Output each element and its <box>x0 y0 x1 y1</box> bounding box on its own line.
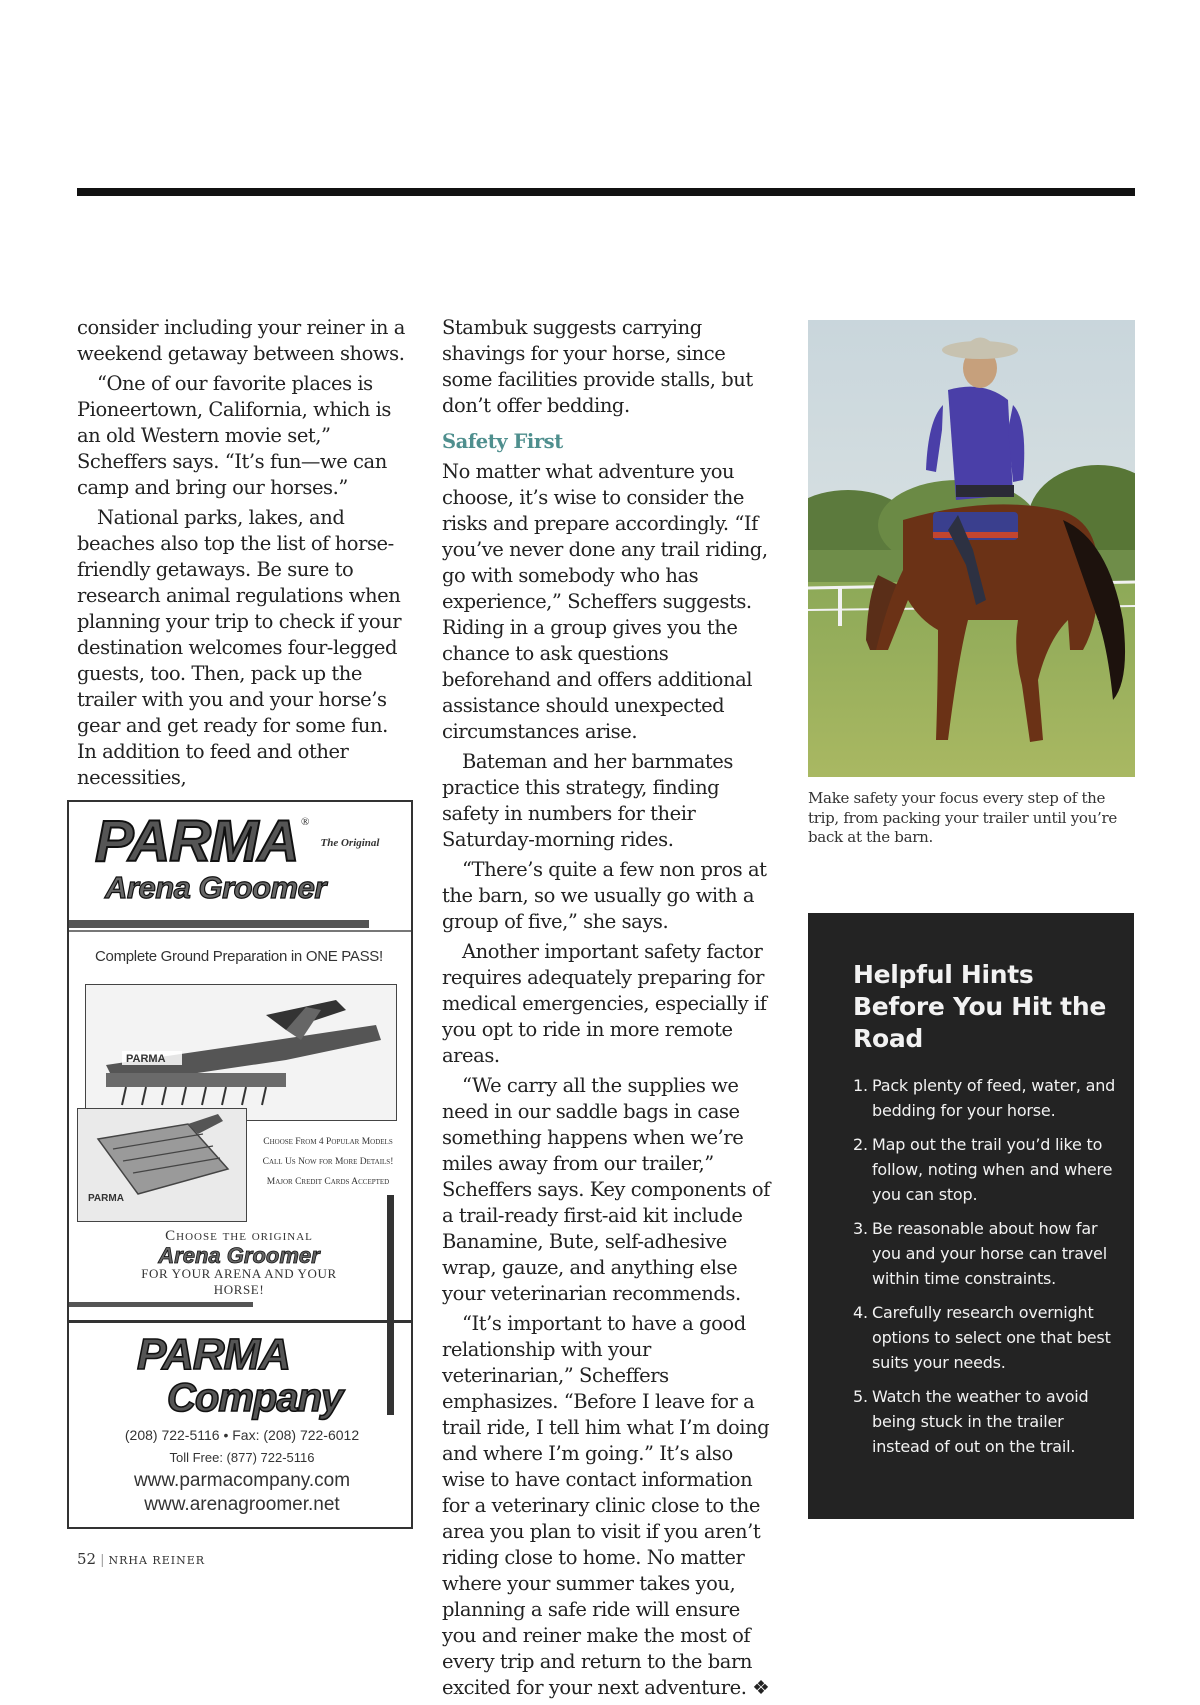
hints-title: Helpful Hints Before You Hit the Road <box>853 960 1106 1053</box>
article-column-1 <box>77 315 407 795</box>
ad-brand-arena-groomer: Arena Groomer <box>105 870 326 905</box>
article-column-2 <box>442 315 774 1705</box>
paragraph: No matter what adventure you choose, it’s wise to consider the risks and prepare accordingly. “If you’ve never done any trail riding, go with somebody who has experience,” Scheffers suggests. Riding in a group gives you the chance to ask questions beforehand and offers additional assistance should unexpected circumstances arise. <box>442 460 768 743</box>
paragraph: Bateman and her barnmates practice this strategy, finding safety in numbers for their Saturday-morning rides. <box>442 750 733 851</box>
paragraph: “There’s quite a few non pros at the barn, so we usually go with a group of five,” she says. <box>442 858 767 933</box>
ad-company-parma: PARMA <box>137 1330 291 1379</box>
page-number: 52 <box>77 1550 97 1568</box>
ad-website-2: www.arenagroomer.net <box>144 1494 340 1515</box>
page-footer <box>77 1550 205 1568</box>
hint-item: 2. Map out the trail you’d like to follow, noting when and where you can stop. <box>853 1135 1113 1204</box>
groomer-machine-illustration <box>86 985 394 1117</box>
paragraph: National parks, lakes, and beaches also top the list of horse-friendly getaways. Be sure to research animal regulations when planning your trip to check if your destination welcomes four-legged guests, too. Then, pack up the trailer with you and your horse’s gear and get ready for some fun. In addition to feed and other necessities, <box>77 506 402 789</box>
ad-choose-original: Choose the original <box>165 1228 313 1244</box>
paragraph: consider including your reiner in a weekend getaway between shows. <box>77 316 405 365</box>
header-rule <box>77 188 1135 196</box>
ad-toll-free: Toll Free: (877) 722-5116 <box>169 1450 315 1465</box>
ad-registered-mark: ® <box>301 816 310 828</box>
section-heading: Safety First <box>442 430 563 453</box>
hints-list <box>853 1073 1118 1468</box>
paragraph: “One of our favorite places is Pioneertown, California, which is an old Western movie set,” Scheffers says. “It’s fun—we can camp and bring our horses.” <box>77 372 391 499</box>
ad-side-text: Choose From 4 Popular Models Call Us Now for More Details! Major Credit Cards Accepted <box>262 1137 394 1187</box>
ad-brand-parma: PARMA <box>95 809 299 874</box>
drag-machine-illustration <box>78 1109 244 1219</box>
drag-label: PARMA <box>88 1193 124 1204</box>
footer-separator: | <box>100 1553 105 1568</box>
ad-vertical-bar <box>387 1195 394 1415</box>
ad-brand-arena-groomer-mid: Arena Groomer <box>158 1243 320 1268</box>
parma-advertisement <box>67 800 413 1529</box>
ad-website-1: www.parmacompany.com <box>133 1470 351 1491</box>
publication-name: NRHA REINER <box>108 1554 206 1567</box>
ad-horizontal-bar <box>69 1320 413 1323</box>
hint-item: 5. Watch the weather to avoid being stuck in the trailer instead of out on the trail. <box>853 1387 1089 1456</box>
hint-item: 4. Carefully research overnight options to select one that best suits your needs. <box>853 1303 1111 1372</box>
photo-caption: Make safety your focus every step of the trip, from packing your trailer until you’re back at the barn. <box>808 789 1117 846</box>
paragraph: “We carry all the supplies we need in our saddle bags in case something happens when we’re miles away from our trailer,” Scheffers says. Key components of a trail-ready first-aid kit include Banamine, Bute, self-adhesive wrap, gauze, and anything else your veterinarian recommends. <box>442 1074 770 1305</box>
ad-the-original: The Original <box>320 837 380 849</box>
ad-divider <box>69 1302 253 1307</box>
ad-phone: (208) 722-5116 • Fax: (208) 722-6012 <box>124 1427 360 1443</box>
ad-drag-image <box>77 1108 247 1222</box>
ad-company-name: Company <box>167 1376 343 1420</box>
ad-tagline: Complete Ground Preparation in ONE PASS! <box>95 948 383 965</box>
paragraph: Stambuk suggests carrying shavings for your horse, since some facilities provide stalls, but don’t offer bedding. <box>442 316 753 417</box>
helpful-hints-sidebar <box>808 913 1134 1519</box>
ad-divider <box>69 930 413 932</box>
paragraph: Another important safety factor requires adequately preparing for medical emergencies, especially if you opt to ride in more remote areas. <box>442 940 767 1067</box>
horse-rider-illustration <box>808 320 1135 777</box>
machine-label: PARMA <box>126 1053 166 1065</box>
rider-horse-photo <box>808 320 1135 777</box>
paragraph: “It’s important to have a good relationship with your veterinarian,” Scheffers emphasizes. “Before I leave for a trail ride, I tell him what I’m doing and where I’m going.” It’s also wise to have contact information for a veterinary clinic close to the area you plan to visit if you aren’t riding close to home. No matter where your summer takes you, planning a safe ride will ensure you and reiner make the most of every trip and return to the barn excited for your next adventure. ❖ <box>442 1312 770 1699</box>
ad-divider <box>69 920 369 928</box>
hint-item: 1. Pack plenty of feed, water, and bedding for your horse. <box>853 1076 1116 1120</box>
hint-item: 3. Be reasonable about how far you and your horse can travel within time constraints. <box>853 1219 1107 1288</box>
ad-groomer-image <box>85 984 397 1121</box>
ad-for-your-arena: FOR YOUR ARENA AND YOUR HORSE! <box>141 1266 337 1297</box>
